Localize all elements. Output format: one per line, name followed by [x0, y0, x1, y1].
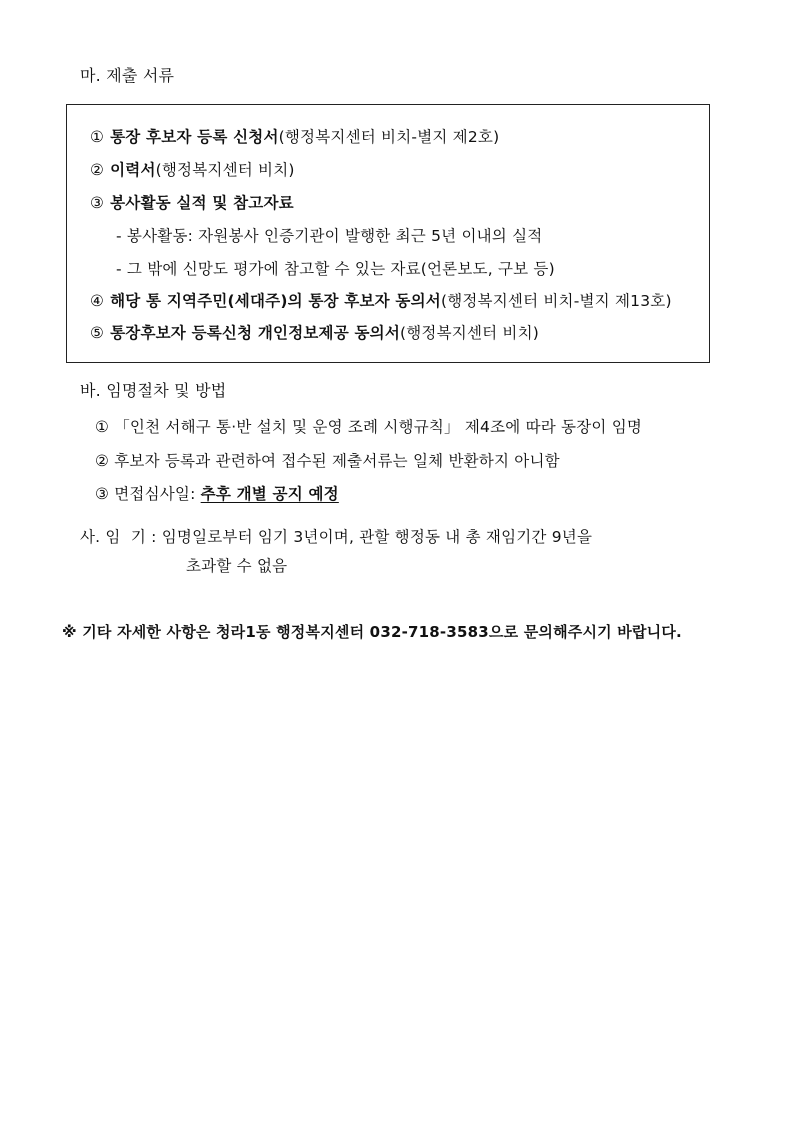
procedure-item-3: [95, 484, 339, 504]
doc-item-3-title: 봉사활동 실적 및 참고자료: [110, 194, 294, 212]
interview-date-label: ③ 면접심사일:: [95, 485, 201, 503]
doc-item-4-number: ④: [90, 292, 105, 310]
doc-item-1-title: 통장 후보자 등록 신청서: [110, 128, 279, 146]
doc-item-3: [90, 193, 294, 213]
doc-item-1: [90, 127, 499, 147]
section-ma-title: 마. 제출 서류: [80, 66, 175, 85]
term-text-1: 임명일로부터 임기 3년이며, 관할 행정동 내 총 재임기간 9년을: [161, 528, 593, 546]
section-ba-title: 바. 임명절차 및 방법: [80, 381, 227, 400]
term-label: 사. 임 기 :: [80, 528, 162, 546]
doc-item-2-number: ②: [90, 161, 105, 179]
doc-item-4-title: 해당 통 지역주민(세대주)의 통장 후보자 동의서: [110, 292, 441, 310]
doc-item-2: [90, 160, 295, 180]
doc-item-3-number: ③: [90, 194, 105, 212]
doc-item-5-note: (행정복지센터 비치): [400, 324, 540, 342]
doc-item-4: [90, 291, 672, 311]
procedure-item-1: ① 「인천 서해구 통·반 설치 및 운영 조례 시행규칙」 제4조에 따라 동장이 임명: [95, 418, 643, 436]
procedure-item-2: ② 후보자 등록과 관련하여 접수된 제출서류는 일체 반환하지 아니함: [95, 452, 560, 470]
doc-item-1-note: (행정복지센터 비치-별지 제2호): [278, 128, 500, 146]
doc-item-1-number: ①: [90, 128, 105, 146]
contact-note: ※ 기타 자세한 사항은 청라1동 행정복지센터 032-718-3583으로 문의해주시기 바랍니다.: [62, 623, 682, 641]
doc-item-2-title: 이력서: [110, 161, 156, 179]
doc-item-2-note: (행정복지센터 비치): [155, 161, 295, 179]
term-line-1: [80, 527, 592, 547]
doc-item-5-number: ⑤: [90, 324, 105, 342]
doc-item-3-sub-1: - 봉사활동: 자원봉사 인증기관이 발행한 최근 5년 이내의 실적: [116, 227, 543, 245]
interview-date-value: 추후 개별 공지 예정: [200, 485, 339, 503]
doc-item-4-note: (행정복지센터 비치-별지 제13호): [440, 292, 672, 310]
doc-item-5: [90, 323, 539, 343]
doc-item-5-title: 통장후보자 등록신청 개인정보제공 동의서: [110, 324, 401, 342]
term-text-2: 초과할 수 없음: [186, 557, 288, 575]
doc-item-3-sub-2: - 그 밖에 신망도 평가에 참고할 수 있는 자료(언론보도, 구보 등): [116, 260, 555, 278]
